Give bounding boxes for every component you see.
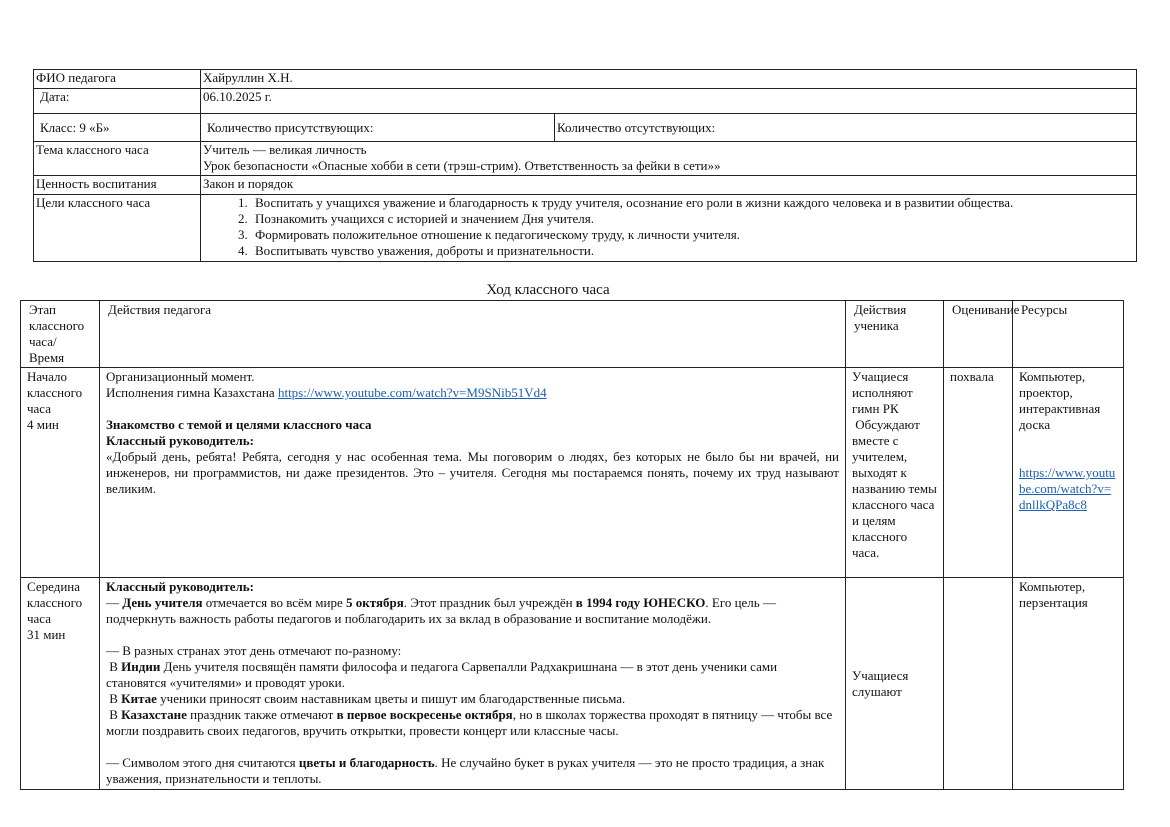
row2-stage [21,578,100,790]
present-label: Количество присутствующих: [201,114,555,142]
row2-teacher-heading: Классный руководитель: [106,579,254,594]
row1-teacher-heading: Классный руководитель: [106,433,254,448]
topic-line-1: Учитель — великая личность [203,142,367,157]
goals-cell [201,195,1137,262]
value-label: Ценность воспитания [34,176,201,195]
row2-india: В Индии День учителя посвящён памяти философа и педагога Сарвепалли Радхакришнана — в этот день ученики сами становятся «учителями» и проводят уроки. [106,659,781,690]
topic-value [201,142,1137,176]
row2-kazakhstan: В Казахстане праздник также отмечают в первое воскресенье октября, но в школах торжества проходят в пятницу — чтобы все могли поздравить своих педагогов, вручить открытки, провести концерт или классные часы. [106,707,836,738]
header-assessment: Оценивание [944,301,1013,368]
row1-student-text: Учащиеся исполняют гимн РК [852,369,913,416]
teacher-label: ФИО педагога [34,70,201,89]
row1-assessment: похвала [944,368,1013,578]
row1-time: 4 мин [27,417,59,432]
topic-line-2: Урок безопасности «Опасные хобби в сети (трэш-стрим). Ответственность за фейки в сети»» [203,158,721,173]
lesson-plan-table [20,300,1124,790]
row2-time: 31 мин [27,627,66,642]
anthem-link[interactable]: https://www.youtube.com/watch?v=M9SNib51Vd4 [277,385,547,400]
row2-china: В Китае ученики приносят своим наставникам цветы и пишут им благодарственные письма. [106,691,626,706]
row2-resources: Компьютер, перзентация [1013,578,1124,790]
absent-label: Количество отсутствующих: [555,114,1137,142]
goal-item: 1. Воспитать у учащихся уважение и благодарность к труду учителя, осознание его роли в жизни каждого человека и в развитии общества. [251,195,1134,211]
row1-student-text2: Обсуждают вместе с учителем, выходят к названию темы классного часа и целям классного часа. [852,417,941,560]
topic-label: Тема классного часа [34,142,201,176]
goal-item: 3. Формировать положительное отношение к педагогическому труду, к личности учителя. [251,227,1134,243]
date-value: 06.10.2025 г. [201,89,1137,114]
row2-paragraph-1: — День учителя отмечается во всём мире 5 октября. Этот праздник был учреждён в 1994 году ЮНЕСКО. Его цель — подчеркнуть важность работы педагогов и поблагодарить их за вклад в образование и воспитание молодёжи. [106,595,776,626]
row1-stage-name: Начало классного часа [27,369,83,416]
info-table [33,69,1137,262]
row1-stage [21,368,100,578]
row2-paragraph-2: — В разных странах этот день отмечают по-разному: [106,643,402,658]
header-teacher: Действия педагога [100,301,846,368]
lesson-plan-title: Ход классного часа [486,282,610,298]
resources-video-link[interactable]: https://www.youtube.com/watch?v=dnllkQPa8c8 [1019,465,1116,512]
row2-assessment [944,578,1013,790]
row1-resources [1013,368,1124,578]
goals-label: Цели классного часа [34,195,201,262]
row1-org: Организационный момент. [106,369,255,384]
row1-anthem [106,385,839,401]
class-label: Класс: 9 «Б» [34,114,201,142]
row2-student: Учащиеся слушают [846,578,944,790]
goals-list [203,195,1134,259]
teacher-value: Хайруллин Х.Н. [201,70,1137,89]
row1-student [846,368,944,578]
row2-symbol: — Символом этого дня считаются цветы и благодарность. Не случайно букет в руках учителя — это не просто традиция, а знак уважения, признательности и теплоты. [106,755,825,786]
header-stage: Этап классного часа/ Время [21,301,100,368]
row1-intro-heading: Знакомство с темой и целями классного часа [106,417,372,432]
row2-stage-name: Середина классного часа [27,579,83,626]
goal-item: 4. Воспитывать чувство уважения, доброты и признательности. [251,243,1134,259]
goal-item: 2. Познакомить учащихся с историей и значением Дня учителя. [251,211,1134,227]
row1-anthem-text: Исполнения гимна Казахстана [106,385,278,400]
header-student: Действия ученика [846,301,944,368]
row1-teacher [100,368,846,578]
row1-speech: «Добрый день, ребята! Ребята, сегодня у нас особенная тема. Мы поговорим о людях, без которых не было бы ни врачей, ни инженеров, ни программистов, ни даже президентов. Это – учителя. Сегодня мы постараемся понять, почему их труд называют великим. [106,449,839,496]
date-label: Дата: [34,89,201,114]
row2-teacher [100,578,846,790]
value-value: Закон и порядок [201,176,1137,195]
header-resources: Ресурсы [1013,301,1124,368]
row1-resources-text: Компьютер, проектор, интерактивная доска [1019,369,1101,432]
